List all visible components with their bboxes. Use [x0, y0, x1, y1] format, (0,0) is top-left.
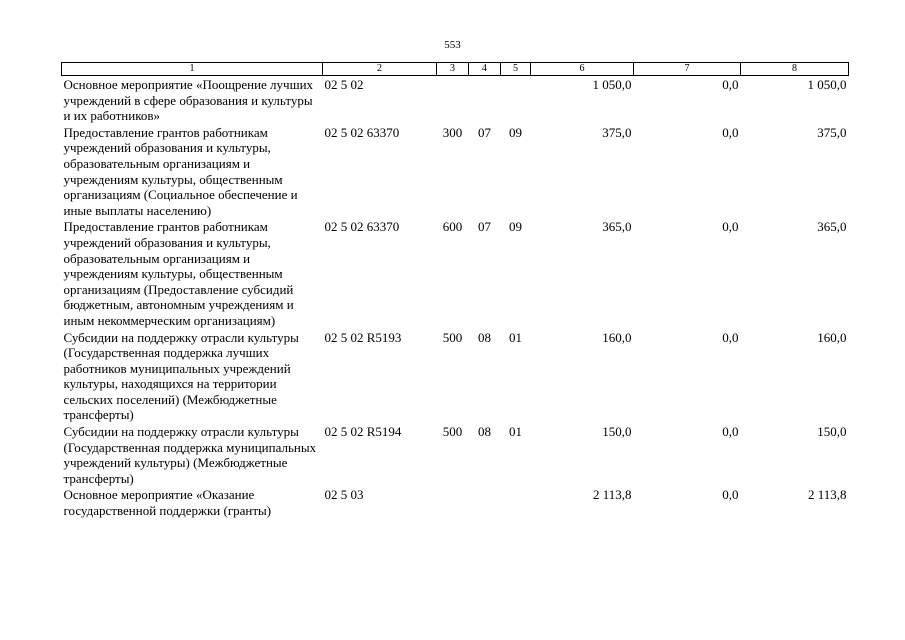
expense-name: Предоставление грантов работникам учреждений образования и культуры, образовательным организациям и учреждениям культуры, общественным организациям (Предоставление субсидий бюджетным, автономным учреждениям и иным некоммерческим организациям)	[63, 219, 294, 328]
subsection: 09	[509, 219, 522, 235]
expense-name: Основное мероприятие «Поощрение лучших учреждений в сфере образования и культуры и их работников»	[63, 77, 314, 124]
table-row	[62, 423, 849, 486]
page-number: 553	[444, 39, 461, 51]
subsection	[501, 486, 531, 518]
expense-name: Предоставление грантов работникам учреждений образования и культуры, образовательным организациям и учреждениям культуры, общественным организациям (Социальное обеспечение и иные выплаты населению)	[63, 124, 298, 218]
expense-type: 600	[442, 219, 463, 235]
expense-name: Основное мероприятие «Оказание государственной поддержки (гранты)	[63, 487, 272, 519]
section: 08	[478, 424, 491, 440]
amount-final: 365,0	[817, 219, 847, 235]
column-header: 8	[741, 63, 849, 76]
amount-total: 1 050,0	[592, 77, 632, 92]
column-header: 1	[62, 63, 323, 76]
amount-change: 0,0	[722, 219, 739, 235]
column-header: 3	[437, 63, 469, 76]
section	[469, 486, 501, 518]
column-number-header	[62, 63, 849, 76]
subsection: 09	[509, 124, 522, 140]
amount-final: 150,0	[817, 424, 847, 440]
expense-name: Субсидии на поддержку отрасли культуры (Государственная поддержка лучших работников муниципальных учреждений культуры, находящихся на территории сельских поселений) (Межбюджетные трансферты)	[63, 329, 299, 423]
section: 08	[478, 329, 491, 345]
amount-change: 0,0	[722, 77, 739, 92]
expense-type	[437, 76, 469, 124]
amount-change: 0,0	[722, 487, 739, 503]
column-header: 7	[634, 63, 741, 76]
subsection	[501, 76, 531, 124]
budget-code: 02 5 02 R5193	[324, 329, 402, 345]
section: 07	[478, 219, 491, 235]
budget-code: 02 5 02 63370	[324, 124, 400, 140]
budget-code: 02 5 02	[324, 77, 364, 92]
table-row	[62, 124, 849, 219]
expense-type: 500	[442, 424, 463, 440]
amount-total: 160,0	[602, 329, 632, 345]
amount-total: 365,0	[602, 219, 632, 235]
budget-code: 02 5 02 R5194	[324, 424, 402, 440]
amount-final: 160,0	[817, 329, 847, 345]
budget-code: 02 5 02 63370	[324, 219, 400, 235]
table-row	[62, 486, 849, 518]
section	[469, 76, 501, 124]
expense-name: Субсидии на поддержку отрасли культуры (Государственная поддержка муниципальных учреждений культуры) (Межбюджетные трансферты)	[63, 424, 317, 486]
budget-code: 02 5 03	[324, 487, 364, 503]
section: 07	[478, 124, 491, 140]
expense-type: 500	[442, 329, 463, 345]
expense-type	[437, 486, 469, 518]
column-header: 4	[469, 63, 501, 76]
table-body	[62, 76, 849, 519]
amount-total: 375,0	[602, 124, 632, 140]
subsection: 01	[509, 329, 522, 345]
subsection: 01	[509, 424, 522, 440]
amount-change: 0,0	[722, 329, 739, 345]
table-row	[62, 76, 849, 124]
column-header: 2	[323, 63, 437, 76]
expense-type: 300	[442, 124, 463, 140]
amount-total: 2 113,8	[592, 487, 632, 503]
amount-final: 2 113,8	[807, 487, 847, 503]
amount-final: 1 050,0	[807, 77, 847, 92]
budget-table	[61, 62, 849, 519]
table-row	[62, 218, 849, 328]
column-header: 5	[501, 63, 531, 76]
amount-final: 375,0	[817, 124, 847, 140]
table-row	[62, 329, 849, 424]
amount-total: 150,0	[602, 424, 632, 440]
column-header: 6	[531, 63, 634, 76]
amount-change: 0,0	[722, 124, 739, 140]
amount-change: 0,0	[722, 424, 739, 440]
